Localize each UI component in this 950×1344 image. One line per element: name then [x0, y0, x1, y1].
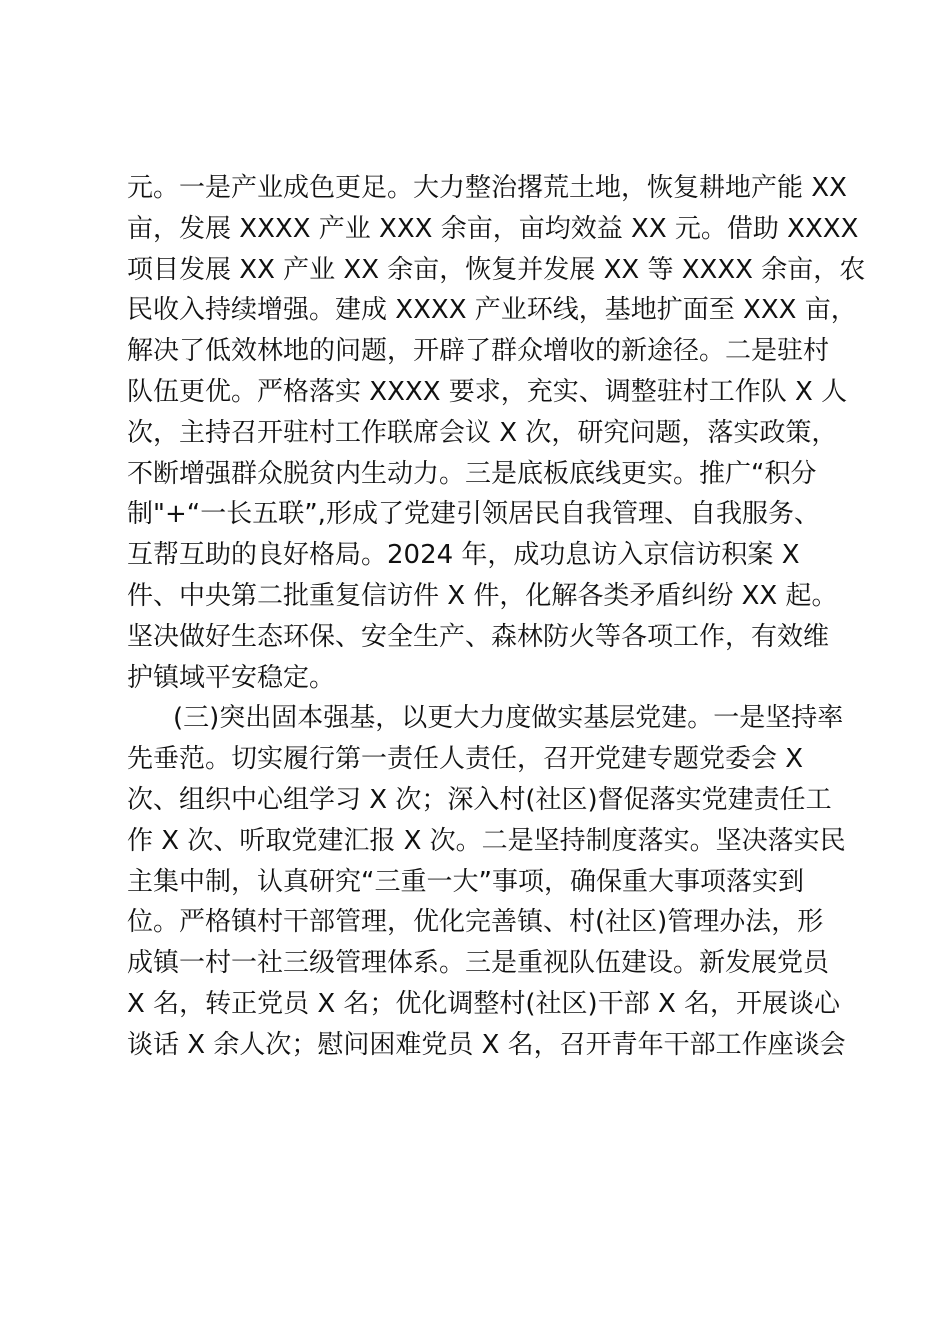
text-line: 成镇一村一社三级管理体系。三是重视队伍建设。新发展党员: [127, 948, 830, 979]
body-text: [127, 168, 866, 1066]
text-line: 护镇域平安稳定。: [127, 662, 336, 693]
text-line: 位。严格镇村干部管理，优化完善镇、村(社区)管理办法，形: [127, 907, 824, 938]
text-line: 不断增强群众脱贫内生动力。三是底板底线更实。推广“积分: [127, 458, 817, 489]
text-line: 民收入持续增强。建成 XXXX 产业环线，基地扩面至 XXX 亩，: [127, 295, 857, 326]
text-line: 件、中央第二批重复信访件 X 件，化解各类矛盾纠纷 XX 起。: [127, 580, 838, 611]
text-line: 次、组织中心组学习 X 次；深入村(社区)督促落实党建责任工: [127, 784, 832, 815]
text-line: 主集中制，认真研究“三重一大”事项，确保重大事项落实到: [127, 866, 804, 897]
text-line: 先垂范。切实履行第一责任人责任，召开党建专题党委会 X: [127, 744, 804, 775]
text-line: 作 X 次、听取党建汇报 X 次。二是坚持制度落实。坚决落实民: [127, 825, 846, 856]
text-line: 坚决做好生态环保、安全生产、森林防火等各项工作，有效维: [127, 621, 830, 652]
text-line: 解决了低效林地的问题，开辟了群众增收的新途径。二是驻村: [127, 336, 830, 367]
text-line: 谈话 X 余人次；慰问困难党员 X 名，召开青年干部工作座谈会: [127, 1029, 846, 1060]
text-line: 元。一是产业成色更足。大力整治撂荒土地，恢复耕地产能 XX: [127, 173, 847, 203]
text-line: 互帮互助的良好格局。2024 年，成功息访入京信访积案 X: [127, 540, 800, 571]
text-line: 队伍更优。严格落实 XXXX 要求，充实、调整驻村工作队 X 人: [127, 376, 848, 407]
text-line: 项目发展 XX 产业 XX 余亩，恢复并发展 XX 等 XXXX 余亩，农: [127, 254, 866, 285]
section-heading-line: (三)突出固本强基，以更大力度做实基层党建。一是坚持率: [173, 703, 844, 734]
text-line: 次，主持召开驻村工作联席会议 X 次，研究问题，落实政策，: [127, 417, 838, 448]
text-line: 制"+“一长五联”,形成了党建引领居民自我管理、自我服务、: [127, 499, 820, 530]
text-line: 亩，发展 XXXX 产业 XXX 余亩，亩均效益 XX 元。借助 XXXX: [127, 213, 859, 244]
text-line: X 名，转正党员 X 名；优化调整村(社区)干部 X 名，开展谈心: [127, 988, 841, 1019]
